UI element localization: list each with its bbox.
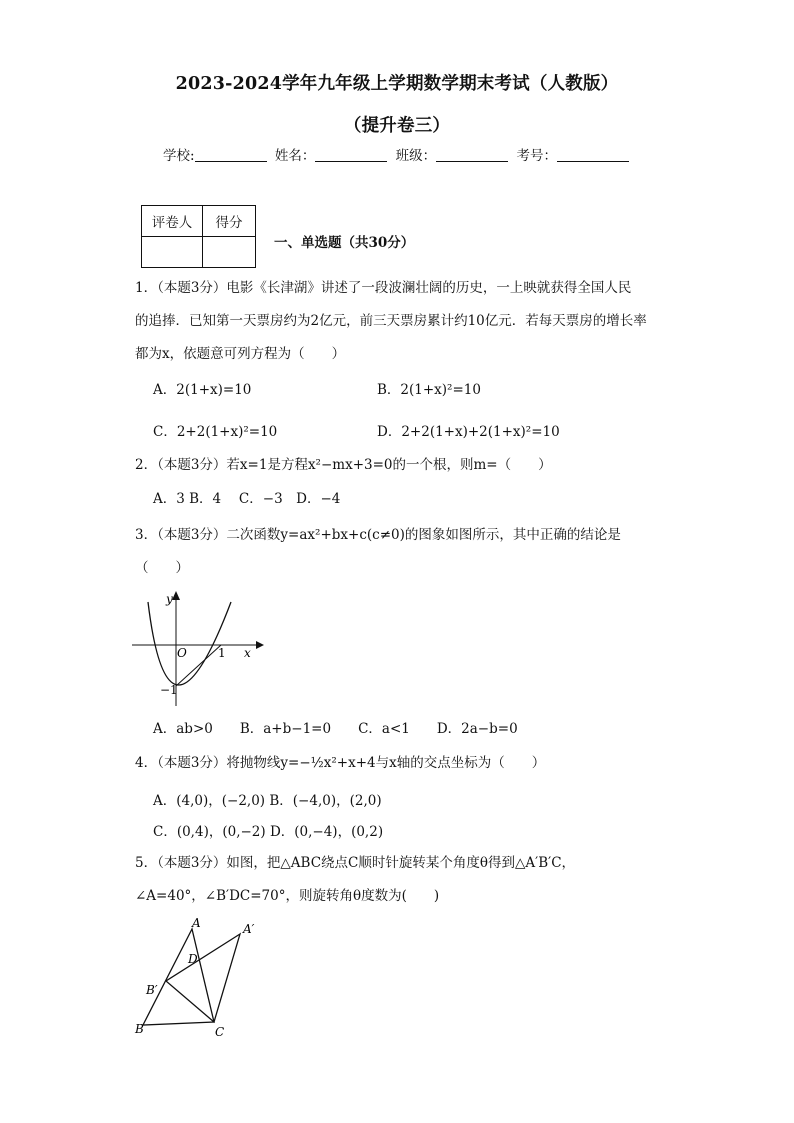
label-c: C bbox=[215, 1025, 225, 1039]
minus-one-label: −1 bbox=[160, 683, 178, 697]
score-table bbox=[141, 205, 256, 268]
q3-options[interactable]: A．ab>0 B．a+b−1=0 C．a<1 D．2a−b=0 bbox=[153, 721, 518, 737]
grader-cell[interactable] bbox=[142, 237, 203, 268]
class-blank[interactable] bbox=[436, 148, 508, 162]
q5-triangle-figure bbox=[130, 912, 270, 1042]
q3-line1: 3．（本题3分）二次函数y=ax²+bx+c(c≠0)的图象如图所示，其中正确的结论是 bbox=[135, 527, 621, 543]
q3-parabola-graph bbox=[128, 588, 268, 710]
q5-line1: 5．（本题3分）如图，把△ABC绕点C顺时针旋转某个角度θ得到△A′B′C， bbox=[135, 855, 576, 871]
triangle-abc bbox=[143, 929, 214, 1025]
one-label: 1 bbox=[218, 646, 226, 660]
grader-header: 评卷人 bbox=[142, 206, 203, 237]
label-a-prime: A′ bbox=[243, 922, 255, 936]
q3-line2: （ ） bbox=[135, 560, 189, 576]
score-cell[interactable] bbox=[203, 237, 256, 268]
q2-options[interactable]: A．3 B．4 C．−3 D．−4 bbox=[153, 491, 341, 507]
page-subtitle: （提升卷三） bbox=[343, 116, 451, 136]
q1-option-d[interactable]: D．2+2(1+x)+2(1+x)²=10 bbox=[377, 424, 560, 440]
label-b: B bbox=[135, 1022, 144, 1036]
q1-line1: 1．（本题3分）电影《长津湖》讲述了一段波澜壮阔的历史，一上映就获得全国人民 bbox=[135, 280, 632, 296]
origin-label: O bbox=[177, 646, 187, 660]
question-1 bbox=[135, 278, 665, 377]
label-a: A bbox=[192, 916, 201, 930]
class-label: 班级： bbox=[395, 148, 437, 164]
student-info-line bbox=[163, 144, 633, 164]
q1-option-c[interactable]: C．2+2(1+x)²=10 bbox=[153, 424, 278, 440]
x-axis-arrow bbox=[256, 641, 264, 649]
name-label: 姓名： bbox=[274, 148, 316, 164]
question-3 bbox=[135, 525, 665, 591]
q1-line2: 的追捧．已知第一天票房约为2亿元，前三天票房累计约10亿元．若每天票房的增长率 bbox=[135, 313, 647, 329]
parabola-curve bbox=[148, 602, 231, 685]
section-title: 一、单选题（共30分） bbox=[274, 235, 415, 251]
question-5 bbox=[135, 853, 665, 919]
q4-options-cd[interactable]: C．(0,4)，(0,−2) D．(0,−4)，(0,2) bbox=[153, 824, 384, 840]
q2-text: 2．（本题3分）若x=1是方程x²−mx+3=0的一个根，则m=（ ） bbox=[135, 457, 552, 473]
page-title: 2023-2024学年九年级上学期数学期末考试（人教版） bbox=[175, 74, 619, 94]
question-4 bbox=[135, 753, 665, 773]
q1-line3: 都为x，依题意可列方程为（ ） bbox=[135, 346, 346, 362]
q1-option-a[interactable]: A．2(1+x)=10 bbox=[153, 382, 252, 398]
question-2 bbox=[135, 455, 665, 475]
q1-option-b[interactable]: B．2(1+x)²=10 bbox=[377, 382, 481, 398]
exam-no-label: 考号： bbox=[516, 148, 557, 164]
q5-line2: ∠A=40°，∠B′DC=70°，则旋转角θ度数为( ) bbox=[135, 888, 440, 904]
x-axis-label: x bbox=[244, 646, 251, 660]
q4-text: 4．（本题3分）将抛物线y=−½x²+x+4与x轴的交点坐标为（ ） bbox=[135, 755, 546, 771]
exam-no-blank[interactable] bbox=[557, 148, 629, 162]
score-header: 得分 bbox=[203, 206, 256, 237]
name-blank[interactable] bbox=[315, 148, 387, 162]
y-axis-label: y bbox=[166, 592, 173, 606]
q4-options-ab[interactable]: A．(4,0)，(−2,0) B．(−4,0)，(2,0) bbox=[153, 793, 382, 809]
label-d: D bbox=[188, 952, 198, 966]
y-axis-arrow bbox=[172, 591, 180, 600]
school-blank[interactable] bbox=[195, 148, 267, 162]
school-label: 学校: bbox=[163, 148, 195, 164]
label-b-prime: B′ bbox=[146, 983, 158, 997]
